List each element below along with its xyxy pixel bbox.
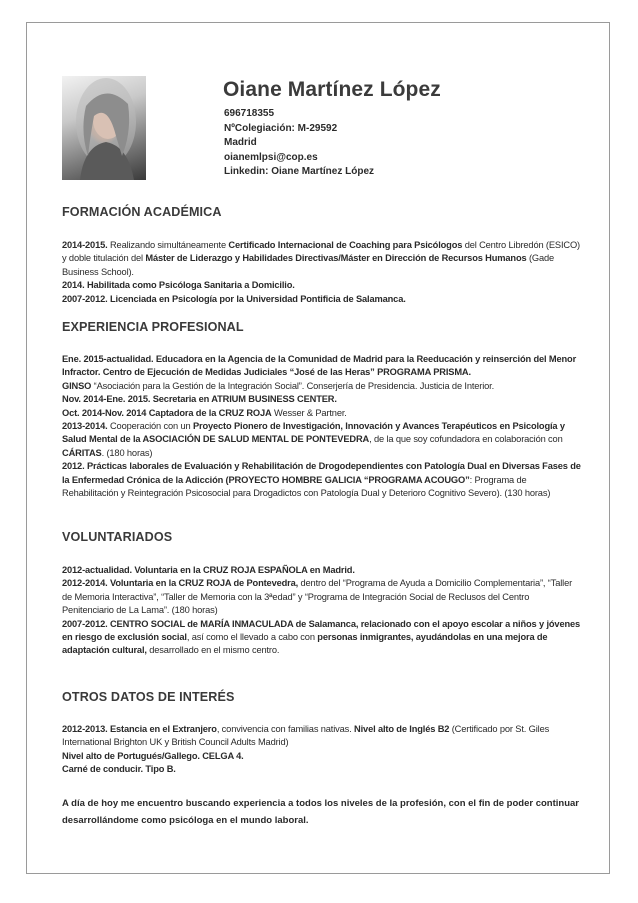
contact-block xyxy=(224,107,374,180)
section-otros xyxy=(62,723,582,777)
section-title-otros: OTROS DATOS DE INTERÉS xyxy=(62,690,235,704)
formacion-entry-3: 2007-2012. Licenciada en Psicología por la Universidad Pontificia de Salamanca. xyxy=(62,293,406,304)
closing-statement: A día de hoy me encuentro buscando experiencia a todos los niveles de la profesión, con el fin de poder continuar desarrollándome como psicóloga en el mundo laboral. xyxy=(62,798,579,826)
phone: 696718355 xyxy=(224,108,275,119)
voluntariado-entry-2: 2012-2014. Voluntaria en la CRUZ ROJA de Pontevedra, dentro del “Programa de Ayuda a Domicilio Complementaria”, “Taller de Memoria Interactiva”, “Taller de Memoria con la 3ªedad” y “Programa de Integración Social de Reclusos del Centro Penitenciario de La Lama”. (180 horas) xyxy=(62,578,573,616)
section-formacion xyxy=(62,239,582,306)
email-link[interactable]: oianemlpsi@cop.es xyxy=(224,151,318,163)
otros-entry-3: Carné de conducir. Tipo B. xyxy=(62,764,176,775)
voluntariado-entry-1: 2012-actualidad. Voluntaria en la CRUZ ROJA ESPAÑOLA en Madrid. xyxy=(62,565,355,575)
section-voluntariados xyxy=(62,564,582,658)
experiencia-entry-4: Oct. 2014-Nov. 2014 Captadora de la CRUZ ROJA Wesser & Partner. xyxy=(62,407,347,418)
linkedin-link[interactable]: Linkedin: Oiane Martínez López xyxy=(224,166,375,178)
formacion-entry-2: 2014. Habilitada como Psicóloga Sanitaria a Domicilio. xyxy=(62,280,295,291)
formacion-entry-1: 2014-2015. Realizando simultáneamente Certificado Internacional de Coaching para Psicólogos del Centro Libredón (ESICO) y doble titulación del Máster de Liderazgo y Habilidades Directivas/Máster en Dirección de Recursos Humanos (Gade Business School). xyxy=(62,240,581,277)
experiencia-entry-3: Nov. 2014-Ene. 2015. Secretaria en ATRIUM BUSINESS CENTER. xyxy=(62,394,337,405)
section-title-voluntariados: VOLUNTARIADOS xyxy=(62,530,173,544)
voluntariado-entry-3: 2007-2012. CENTRO SOCIAL de MARÍA INMACULADA de Salamanca, relacionado con el apoyo escolar a niños y jóvenes en riesgo de exclusión social, así como el llevado a cabo con personas inmigrantes, ayudándolas en una mejora de adaptación cultural, desarrollado en el mismo centro. xyxy=(62,618,581,656)
section-title-formacion: FORMACIÓN ACADÉMICA xyxy=(62,205,222,219)
candidate-name: Oiane Martínez López xyxy=(223,78,441,101)
experiencia-entry-6: 2012. Prácticas laborales de Evaluación y Rehabilitación de Drogodependientes con Patología Dual en Diversas Fases de la Enfermedad Crónica de la Adicción (PROYECTO HOMBRE GALICIA “PROGRAMA ACOUGO”: Programa de Rehabilitación y Reintegración Psicosocial para Drogadictos con Patología Dual y Deterioro Cognitivo Severo). (130 horas) xyxy=(62,461,581,499)
portrait-image xyxy=(62,76,146,180)
otros-entry-1: 2012-2013. Estancia en el Extranjero, convivencia con familias nativas. Nivel alto de Inglés B2 (Certificado por St. Giles International Brighton UK y British Council Adults Madrid) xyxy=(62,724,550,748)
experiencia-entry-5: 2013-2014. Cooperación con un Proyecto Pionero de Investigación, Innovación y Avances Terapéuticos en Psicología y Salud Mental de la ASOCIACIÓN DE SALUD MENTAL DE PONTEVEDRA, de la que soy cofundadora en colaboración con CÁRITAS. (180 horas) xyxy=(62,421,565,458)
experiencia-entry-1: Ene. 2015-actualidad. Educadora en la Agencia de la Comunidad de Madrid para la Reeducación y reinserción del Menor Infractor. Centro de Ejecución de Medidas Judiciales “José de las Heras” PROGRAMA PRISMA. xyxy=(62,354,577,378)
section-experiencia xyxy=(62,353,582,500)
profile-photo xyxy=(62,76,146,180)
colegiacion: NºColegiación: M-29592 xyxy=(224,122,338,134)
section-title-experiencia: EXPERIENCIA PROFESIONAL xyxy=(62,320,244,334)
experiencia-entry-2: GINSO “Asociación para la Gestión de la Integración Social”. Conserjería de Presidencia. Justicia de Interior. xyxy=(62,380,495,391)
otros-entry-2: Nivel alto de Portugués/Gallego. CELGA 4. xyxy=(62,750,244,761)
city: Madrid xyxy=(224,137,257,149)
